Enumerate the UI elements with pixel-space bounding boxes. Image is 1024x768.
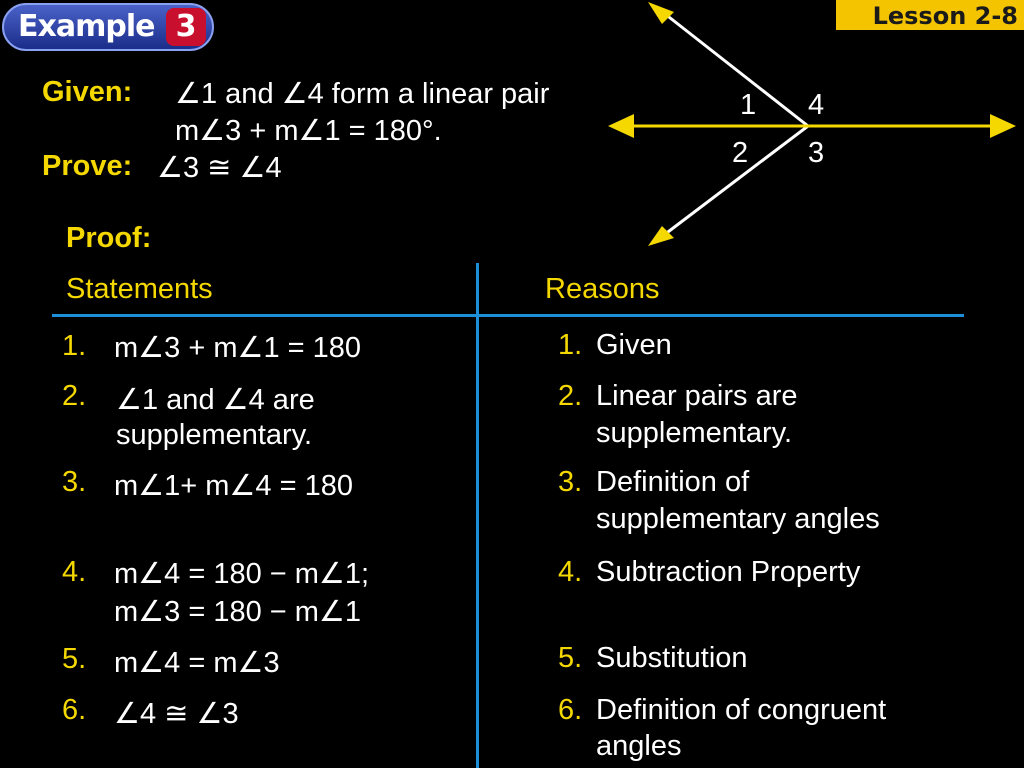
statement-number-4: 4.: [62, 556, 87, 588]
angle-label-4: 4: [808, 89, 825, 121]
statement-6: ∠4 ≅ ∠3: [114, 698, 239, 730]
example-label: Example: [18, 9, 155, 44]
statement-3: m∠1+ m∠4 = 180: [114, 470, 353, 502]
given-line-2: m∠3 + m∠1 = 180°.: [175, 115, 442, 147]
statement-1: m∠3 + m∠1 = 180: [114, 332, 362, 364]
reason-3-line-1: Definition of: [596, 466, 750, 498]
angle-label-2: 2: [732, 137, 749, 169]
statement-4-line-1: m∠4 = 180 − m∠1;: [114, 558, 370, 590]
statement-number-6: 6.: [62, 694, 87, 726]
arrowhead-right: [990, 114, 1016, 138]
lesson-tab: Lesson 2-8: [836, 0, 1024, 30]
reason-3-line-2: supplementary angles: [596, 503, 880, 535]
reason-number-6: 6.: [558, 694, 583, 726]
proof-label: Proof:: [66, 222, 152, 254]
arrowhead-upper-left: [648, 2, 674, 24]
reason-number-2: 2.: [558, 380, 583, 412]
statement-2-line-1: ∠1 and ∠4 are: [116, 384, 315, 416]
column-divider: [476, 263, 479, 768]
reason-number-3: 3.: [558, 466, 583, 498]
prove-statement: ∠3 ≅ ∠4: [157, 152, 282, 184]
ray-upper-left: [660, 10, 808, 126]
example-badge: [2, 3, 214, 51]
statement-number-3: 3.: [62, 466, 87, 498]
reason-number-4: 4.: [558, 556, 583, 588]
given-line-1: ∠1 and ∠4 form a linear pair: [175, 78, 550, 110]
statement-4-line-2: m∠3 = 180 − m∠1: [114, 596, 362, 628]
statement-5: m∠4 = m∠3: [114, 647, 280, 679]
statements-header: Statements: [66, 273, 213, 305]
arrowhead-left: [608, 114, 634, 138]
example-number: 3: [166, 8, 206, 46]
angle-label-1: 1: [740, 89, 757, 121]
reason-number-1: 1.: [558, 329, 583, 361]
reasons-header: Reasons: [545, 273, 660, 305]
reason-4: Subtraction Property: [596, 556, 861, 588]
reason-number-5: 5.: [558, 642, 583, 674]
angle-label-3: 3: [808, 137, 825, 169]
given-label: Given:: [42, 76, 133, 108]
reason-5: Substitution: [596, 642, 748, 674]
statement-number-5: 5.: [62, 643, 87, 675]
statement-number-1: 1.: [62, 330, 87, 362]
reason-6-line-2: angles: [596, 730, 682, 762]
reason-2-line-2: supplementary.: [596, 417, 793, 449]
reason-6-line-1: Definition of congruent: [596, 694, 887, 726]
linear-pair-diagram: [600, 0, 1024, 260]
reason-1: Given: [596, 329, 672, 361]
statement-2-line-2: supplementary.: [116, 419, 313, 451]
reason-2-line-1: Linear pairs are: [596, 380, 798, 412]
statement-number-2: 2.: [62, 380, 87, 412]
prove-label: Prove:: [42, 150, 133, 182]
header-divider: [52, 314, 964, 317]
